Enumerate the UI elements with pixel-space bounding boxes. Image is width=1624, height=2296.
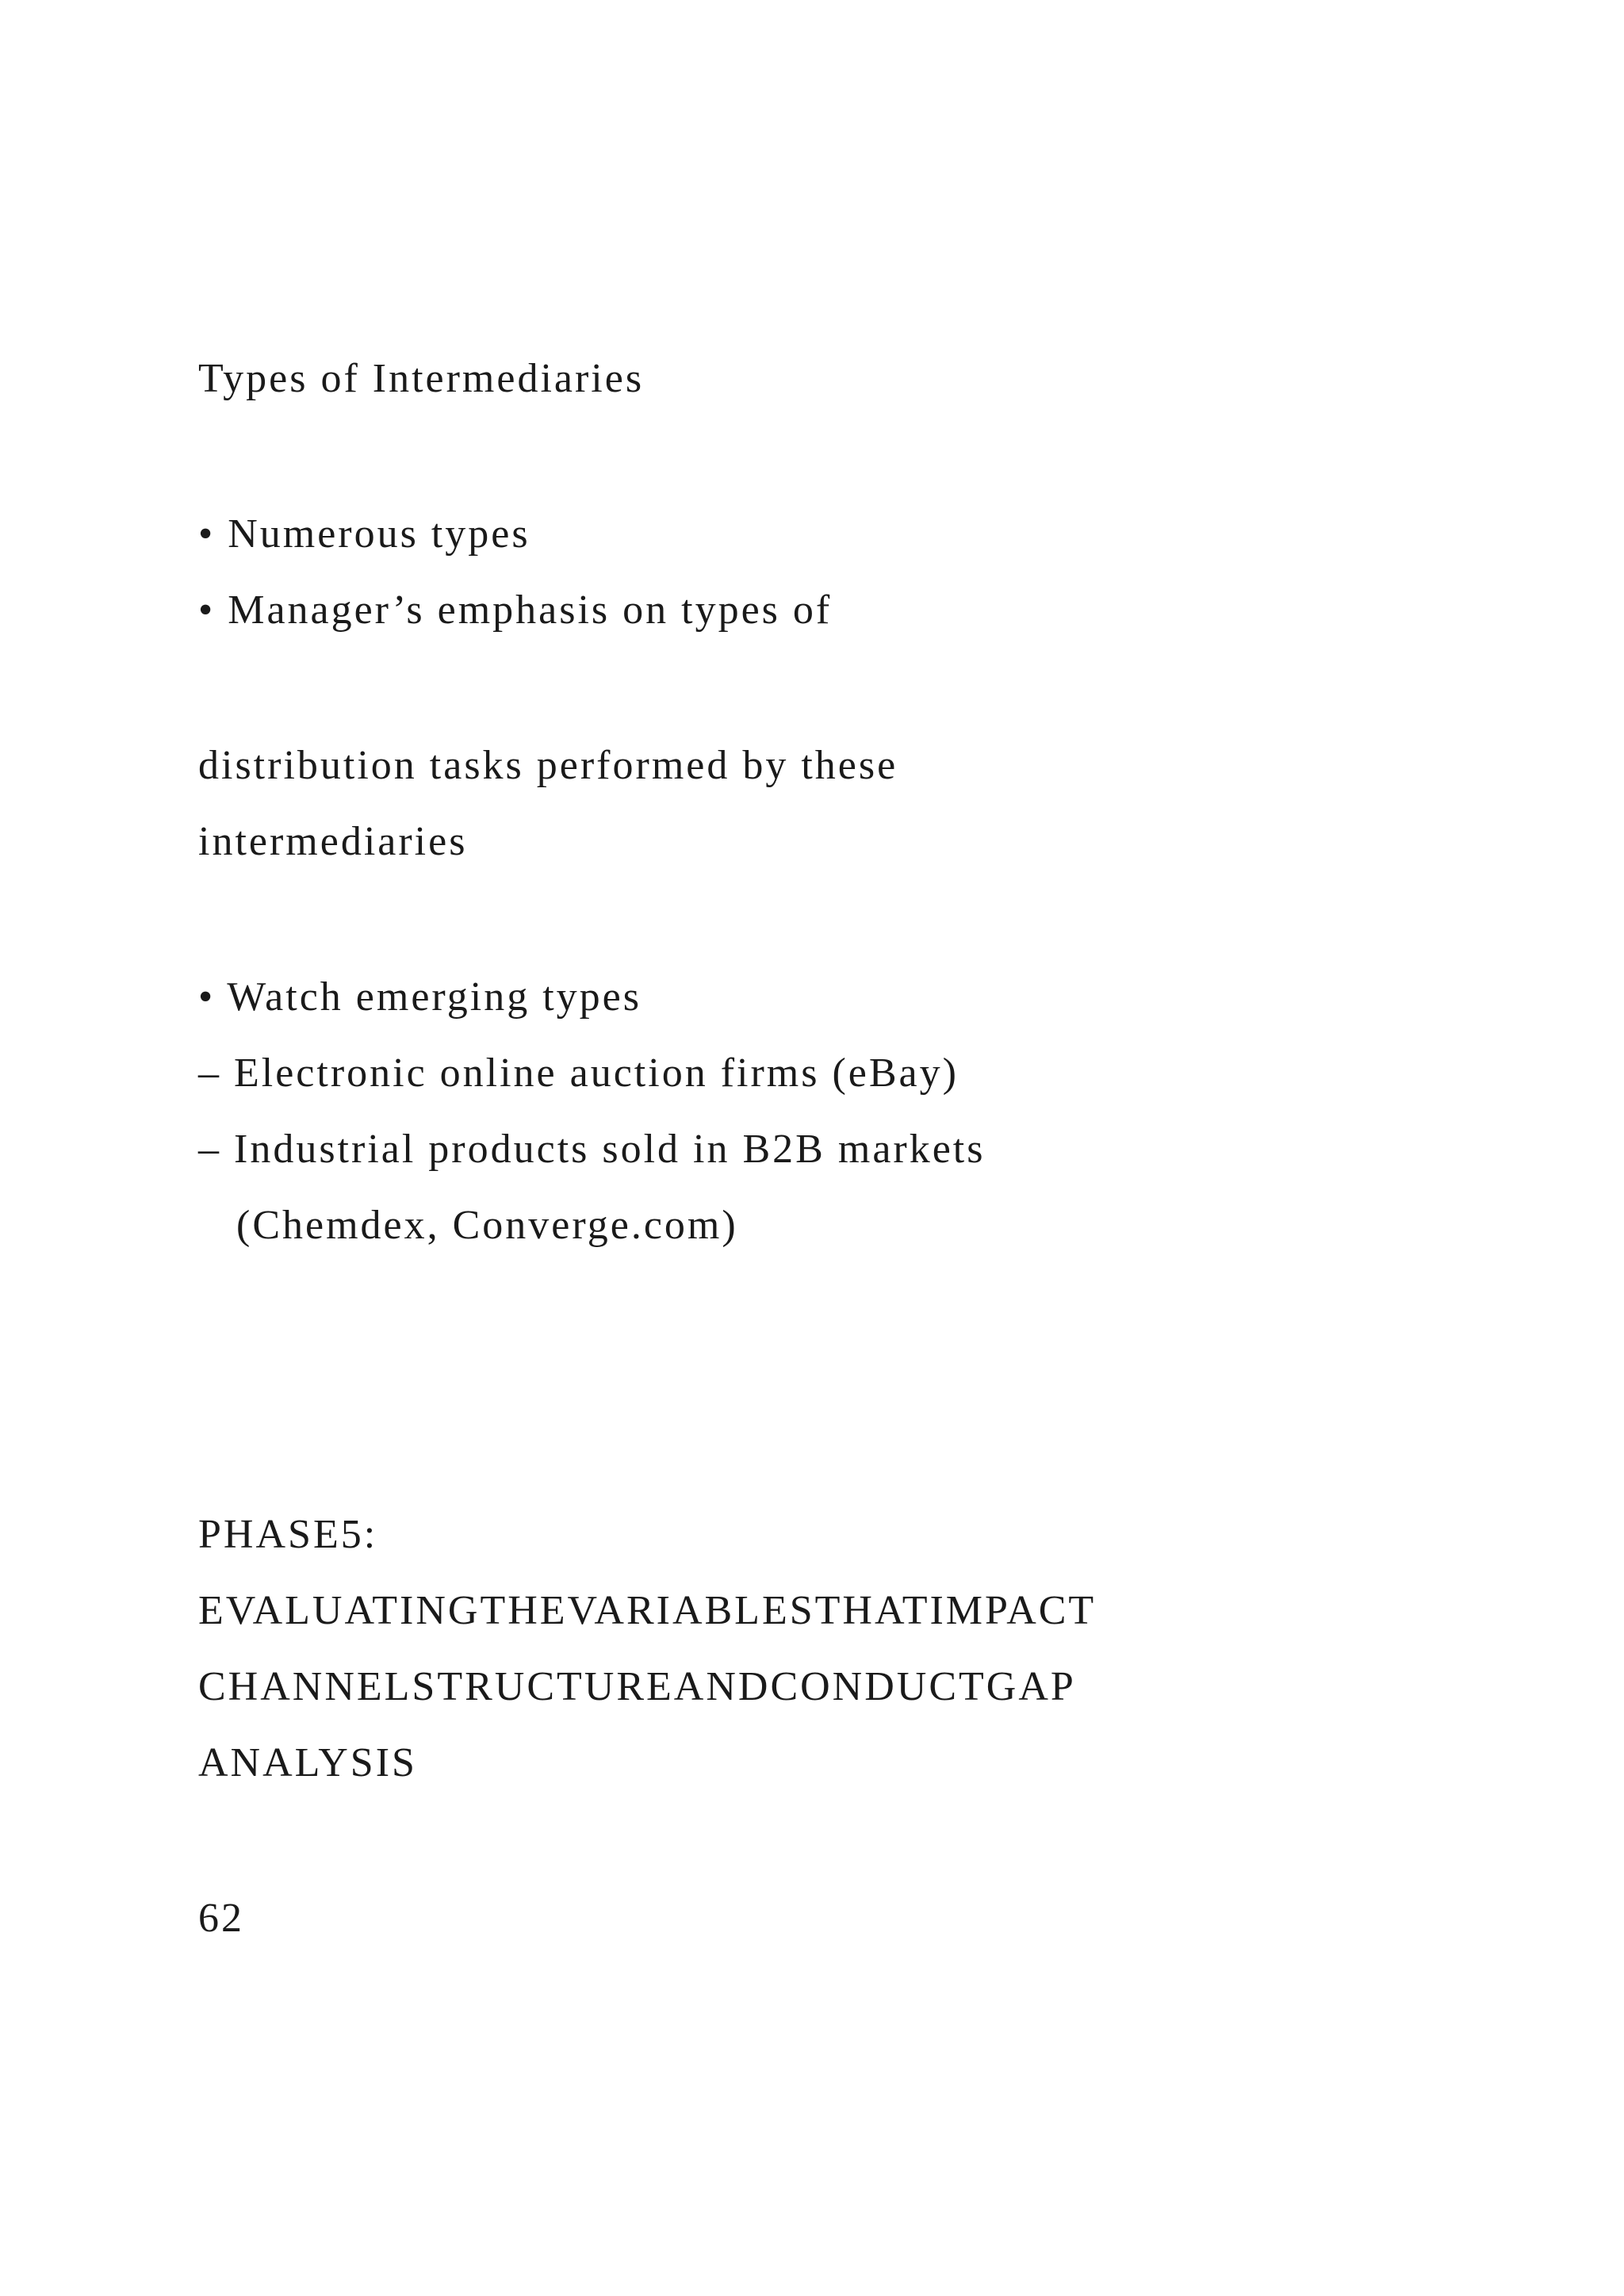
bullet-numerous-types: • Numerous types [198, 511, 530, 557]
dash-item-continuation: (Chemdex, Converge.com) [198, 1203, 738, 1248]
section-heading: Types of Intermediaries [198, 356, 645, 401]
bullet-manager-emphasis: • Manager’s emphasis on types of [198, 587, 833, 633]
phase-title-line-3: CHANNELSTRUCTUREANDCONDUCTGAP [198, 1664, 1076, 1709]
phase-title-line-1: PHASE5: [198, 1512, 378, 1557]
phase-title-line-4: ANALYSIS [198, 1740, 417, 1785]
dash-item-industrial-products: – Industrial products sold in B2B markets [198, 1127, 986, 1172]
paragraph-line-1: distribution tasks performed by these [198, 743, 898, 788]
phase-title-line-2: EVALUATINGTHEVARIABLESTHATIMPACT [198, 1588, 1097, 1633]
page-number: 62 [198, 1896, 244, 1941]
paragraph-line-2: intermediaries [198, 819, 468, 864]
dash-item-auction-firms: – Electronic online auction firms (eBay) [198, 1050, 959, 1096]
bullet-watch-emerging: • Watch emerging types [198, 974, 642, 1020]
